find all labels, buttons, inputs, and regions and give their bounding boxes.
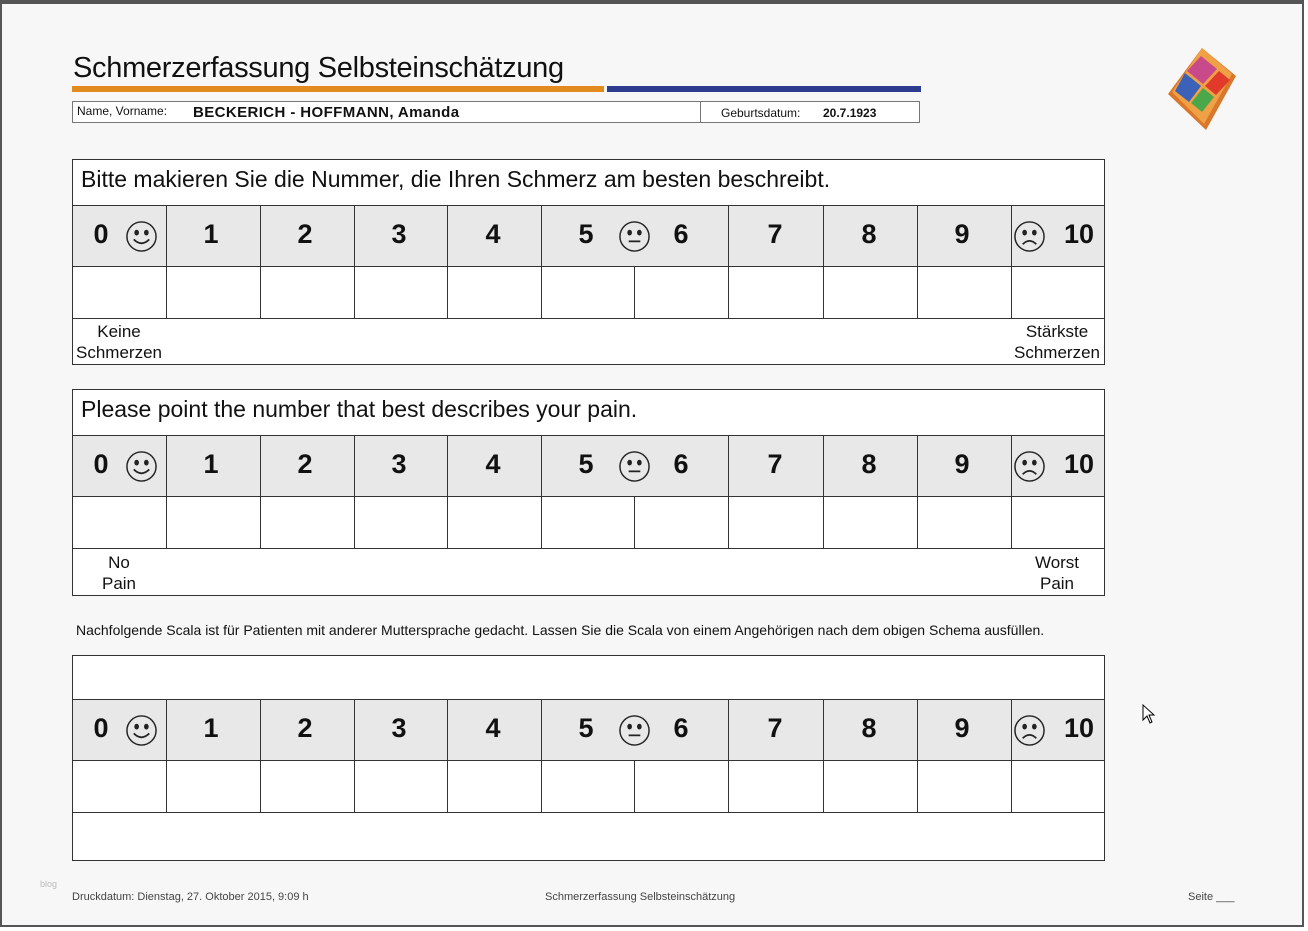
mark-cell-1[interactable]: [167, 761, 260, 812]
birth-label: Geburtsdatum:: [721, 106, 801, 120]
smiley-icon: [125, 450, 158, 483]
birth-value: 20.7.1923: [823, 106, 877, 120]
mark-cell-4[interactable]: [448, 761, 541, 812]
info-divider: [700, 102, 701, 122]
scale-number-0: 0: [93, 449, 109, 479]
scale-number-10: 10: [1063, 219, 1095, 249]
scale-prompt: Please point the number that best describes your pain.: [81, 396, 638, 422]
mark-cell-10[interactable]: [1012, 761, 1104, 812]
low-pain-label: Keine Schmerzen: [76, 322, 162, 362]
mark-cell-4[interactable]: [448, 497, 541, 548]
mark-cell-2[interactable]: [261, 497, 354, 548]
scale-number-1: 1: [203, 219, 219, 249]
high-pain-label: Worst Pain: [1034, 553, 1080, 593]
neutral-face-icon: [618, 714, 651, 747]
title-underline-orange: [72, 86, 604, 92]
mark-cell-5[interactable]: [542, 497, 634, 548]
scale-number-9: 9: [954, 449, 970, 479]
scale-box-german: [72, 159, 1105, 365]
sad-face-icon: [1013, 450, 1046, 483]
scale-number-9: 9: [954, 713, 970, 743]
scale-number-5: 5: [578, 713, 594, 743]
scale-number-3: 3: [391, 713, 407, 743]
mark-cell-7[interactable]: [729, 267, 823, 318]
row-divider: [73, 548, 1104, 549]
mark-cell-6[interactable]: [635, 497, 728, 548]
scale-number-3: 3: [391, 449, 407, 479]
mark-cell-0[interactable]: [74, 267, 166, 318]
mark-cell-9[interactable]: [918, 497, 1011, 548]
title-underline-blue: [607, 86, 921, 92]
mark-cell-3[interactable]: [355, 761, 447, 812]
neutral-face-icon: [618, 220, 651, 253]
scale-box-english: [72, 389, 1105, 596]
mark-cell-3[interactable]: [355, 497, 447, 548]
row-divider: [73, 205, 1104, 206]
mark-cell-2[interactable]: [261, 267, 354, 318]
low-pain-label: No Pain: [101, 553, 137, 593]
scale-number-8: 8: [861, 713, 877, 743]
mark-cell-8[interactable]: [824, 267, 917, 318]
mark-cell-7[interactable]: [729, 761, 823, 812]
scale-number-4: 4: [485, 219, 501, 249]
mark-cell-10[interactable]: [1012, 497, 1104, 548]
scale-number-7: 7: [767, 219, 783, 249]
mark-cell-10[interactable]: [1012, 267, 1104, 318]
page-number: Seite ___: [1188, 891, 1235, 903]
scale-number-2: 2: [297, 713, 313, 743]
page-title: Schmerzerfassung Selbsteinschätzung: [73, 52, 564, 84]
scale-number-8: 8: [861, 449, 877, 479]
mark-cell-3[interactable]: [355, 267, 447, 318]
mark-cell-9[interactable]: [918, 761, 1011, 812]
print-date: Druckdatum: Dienstag, 27. Oktober 2015, 9:09 h: [72, 891, 309, 903]
scale-number-5: 5: [578, 219, 594, 249]
mark-cell-1[interactable]: [167, 497, 260, 548]
mark-cell-6[interactable]: [635, 761, 728, 812]
scale-number-2: 2: [297, 219, 313, 249]
footer-title: Schmerzerfassung Selbsteinschätzung: [545, 891, 736, 903]
mark-cell-6[interactable]: [635, 267, 728, 318]
scale-number-7: 7: [767, 713, 783, 743]
name-value: BECKERICH - HOFFMANN, Amanda: [193, 104, 460, 121]
high-pain-label: Stärkste Schmerzen: [1014, 322, 1100, 362]
mark-cell-9[interactable]: [918, 267, 1011, 318]
mark-cell-5[interactable]: [542, 267, 634, 318]
smiley-icon: [125, 714, 158, 747]
scale-number-0: 0: [93, 219, 109, 249]
scale-number-6: 6: [673, 449, 689, 479]
row-divider: [73, 318, 1104, 319]
scale-number-1: 1: [203, 449, 219, 479]
smiley-icon: [125, 220, 158, 253]
mark-cell-0[interactable]: [74, 761, 166, 812]
sad-face-icon: [1013, 714, 1046, 747]
row-divider: [73, 699, 1104, 700]
row-divider: [73, 435, 1104, 436]
scale-number-6: 6: [673, 713, 689, 743]
mark-cell-2[interactable]: [261, 761, 354, 812]
scale-number-3: 3: [391, 219, 407, 249]
patient-info-box: [72, 101, 920, 123]
scale-number-5: 5: [578, 449, 594, 479]
scale-number-9: 9: [954, 219, 970, 249]
mark-cell-7[interactable]: [729, 497, 823, 548]
scale-number-8: 8: [861, 219, 877, 249]
mark-cell-1[interactable]: [167, 267, 260, 318]
logo-icon: [1166, 46, 1238, 132]
mark-cell-8[interactable]: [824, 497, 917, 548]
scale-number-4: 4: [485, 449, 501, 479]
scale-box-other-language: [72, 655, 1105, 861]
sad-face-icon: [1013, 220, 1046, 253]
scale-number-7: 7: [767, 449, 783, 479]
scale-number-2: 2: [297, 449, 313, 479]
scale-number-10: 10: [1063, 713, 1095, 743]
mark-cell-5[interactable]: [542, 761, 634, 812]
other-language-note: Nachfolgende Scala ist für Patienten mit anderer Muttersprache gedacht. Lassen Sie die Scala von einem Angehörigen nach dem obigen Schema ausfüllen.: [76, 622, 1045, 638]
row-divider: [73, 812, 1104, 813]
scale-number-0: 0: [93, 713, 109, 743]
scale-prompt: Bitte makieren Sie die Nummer, die Ihren Schmerz am besten beschreibt.: [81, 166, 831, 192]
scale-number-4: 4: [485, 713, 501, 743]
mark-cell-0[interactable]: [74, 497, 166, 548]
name-label: Name, Vorname:: [77, 104, 168, 118]
watermark: blog: [40, 879, 58, 889]
mark-cell-4[interactable]: [448, 267, 541, 318]
mark-cell-8[interactable]: [824, 761, 917, 812]
scale-number-6: 6: [673, 219, 689, 249]
scale-number-10: 10: [1063, 449, 1095, 479]
scale-number-1: 1: [203, 713, 219, 743]
mouse-cursor-icon: [1142, 704, 1158, 726]
neutral-face-icon: [618, 450, 651, 483]
